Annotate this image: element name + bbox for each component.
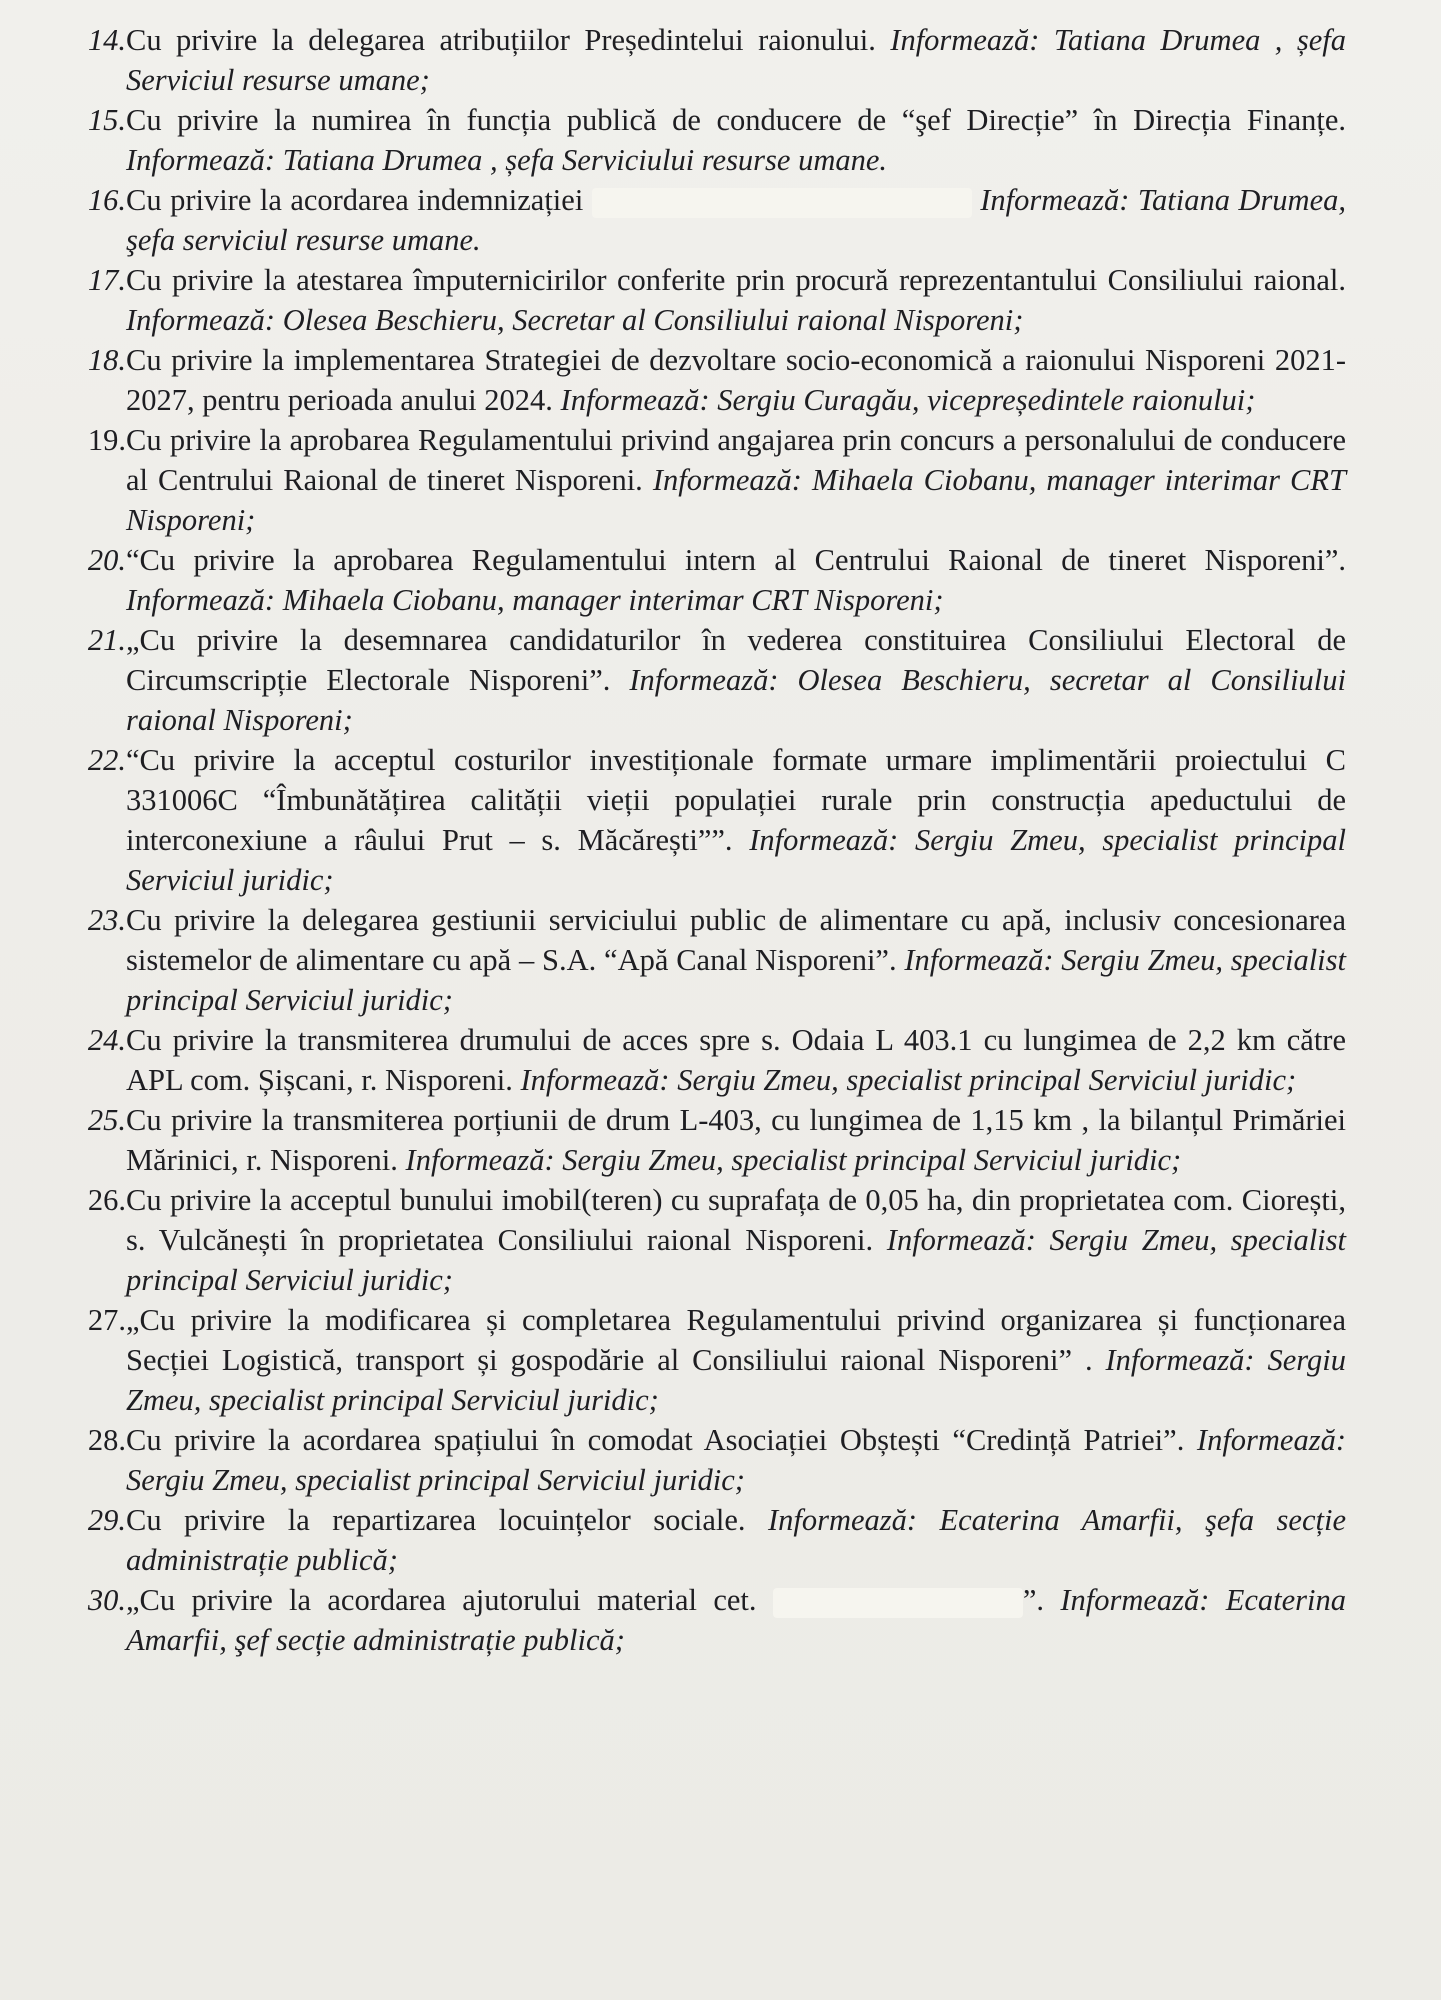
item-number: 17.: [87, 263, 126, 297]
agenda-item-15: [66, 100, 1346, 180]
item-text: Cu privire la acordarea indemnizației: [126, 183, 592, 217]
item-informant: Informează: Mihaela Ciobanu, manager interimar CRT Nisporeni;: [126, 463, 1346, 537]
agenda-item-14: [66, 20, 1346, 100]
item-text-closing: ”.: [1022, 1583, 1061, 1617]
item-text: Cu privire la numirea în funcția publică de conducere de “şef Direcție” în Direcția Finanțe.: [126, 103, 1346, 137]
item-informant: Informează: Mihaela Ciobanu, manager interimar CRT Nisporeni;: [126, 583, 944, 617]
item-informant: Informează: Sergiu Zmeu, specialist principal Serviciul juridic;: [126, 1223, 1346, 1297]
item-number: 29.: [87, 1503, 126, 1537]
item-informant: Informează: Sergiu Zmeu, specialist principal Serviciul juridic;: [405, 1143, 1182, 1177]
agenda-item-23: [66, 900, 1346, 1020]
item-text: Cu privire la transmiterea drumului de acces spre s. Odaia L 403.1 cu lungimea de 2,2 km către APL com. Șișcani, r. Nisporeni.: [126, 1023, 1346, 1097]
item-text: Cu privire la atestarea împuternicirilor conferite prin procură reprezentantului Consiliului raional.: [126, 263, 1346, 297]
item-number: 22.: [87, 743, 126, 777]
agenda-item-26: [66, 1180, 1346, 1300]
item-number: 19.: [87, 423, 126, 457]
item-text: Cu privire la transmiterea porțiunii de drum L-403, cu lungimea de 1,15 km , la bilanțul Primăriei Mărinici, r. Nisporeni.: [126, 1103, 1346, 1177]
item-number: 28.: [87, 1423, 126, 1457]
item-number: 30.: [87, 1583, 126, 1617]
agenda-item-24: [66, 1020, 1346, 1100]
item-number: 25.: [87, 1103, 126, 1137]
item-informant: Informează: Ecaterina Amarfii, şef secție administrație publică;: [126, 1583, 1346, 1657]
item-informant: Informează: Olesea Beschieru, Secretar al Consiliului raional Nisporeni;: [126, 303, 1024, 337]
agenda-item-17: [66, 260, 1346, 340]
item-informant: Informează: Sergiu Zmeu, specialist principal Serviciul juridic;: [520, 1063, 1297, 1097]
item-text: Cu privire la acceptul bunului imobil(teren) cu suprafața de 0,05 ha, din proprietatea com. Ciorești, s. Vulcănești în proprietatea Consiliului raional Nisporeni.: [126, 1183, 1346, 1257]
item-text: „Cu privire la modificarea și completarea Regulamentului privind organizarea și funcționarea Secției Logistică, transport și gospodărie al Consiliului raional Nisporeni” .: [126, 1303, 1346, 1377]
agenda-item-29: [66, 1500, 1346, 1580]
item-number: 18.: [87, 343, 126, 377]
agenda-item-20: [66, 540, 1346, 620]
item-number: 26.: [87, 1183, 126, 1217]
agenda-list: [66, 20, 1346, 1660]
agenda-item-22: [66, 740, 1346, 900]
item-number: 16.: [87, 183, 126, 217]
item-number: 15.: [87, 103, 126, 137]
agenda-item-19: [66, 420, 1346, 540]
item-number: 24.: [87, 1023, 126, 1057]
agenda-item-25: [66, 1100, 1346, 1180]
item-number: 23.: [87, 903, 126, 937]
item-number: 27.: [87, 1303, 126, 1337]
agenda-item-28: [66, 1420, 1346, 1500]
item-text: “Cu privire la aprobarea Regulamentului intern al Centrului Raional de tineret Nisporeni”.: [126, 543, 1346, 577]
item-informant: Informează: Sergiu Curagău, vicepreședintele raionului;: [560, 383, 1256, 417]
agenda-item-30: [66, 1580, 1346, 1660]
item-informant: Informează: Sergiu Zmeu, specialist principal Serviciul juridic;: [126, 823, 1346, 897]
redacted-area: [592, 188, 972, 218]
item-informant: Informează: Tatiana Drumea , șefa Serviciul resurse umane;: [126, 23, 1347, 97]
agenda-item-21: [66, 620, 1346, 740]
item-informant: Informează: Ecaterina Amarfii, şefa secție administrație publică;: [126, 1503, 1346, 1577]
item-number: 21.: [87, 623, 126, 657]
agenda-item-16: [66, 180, 1346, 260]
item-text: Cu privire la aprobarea Regulamentului privind angajarea prin concurs a personalului de conducere al Centrului Raional de tineret Nisporeni.: [126, 423, 1346, 497]
agenda-item-18: [66, 340, 1346, 420]
item-text: „Cu privire la desemnarea candidaturilor în vederea constituirea Consiliului Electoral de Circumscripție Electorale Nisporeni”.: [126, 623, 1346, 697]
item-text: “Cu privire la acceptul costurilor investiționale formate urmare implimentării proiectului C 331006C “Îmbunătățirea calității vieții populației rurale prin construcția apeductului de interconexiune a râului Prut – s. Măcărești””.: [126, 743, 1346, 857]
item-text: Cu privire la acordarea spațiului în comodat Asociației Obștești “Credință Patriei”.: [126, 1423, 1197, 1457]
item-text: Cu privire la delegarea atribuțiilor Președintelui raionului.: [126, 23, 891, 57]
agenda-item-27: [66, 1300, 1346, 1420]
redacted-area: [773, 1588, 1023, 1618]
item-text: „Cu privire la acordarea ajutorului material cet.: [126, 1583, 773, 1617]
item-informant: Informează: Sergiu Zmeu, specialist principal Serviciul juridic;: [126, 1423, 1346, 1497]
item-text: Cu privire la delegarea gestiunii serviciului public de alimentare cu apă, inclusiv concesionarea sistemelor de alimentare cu apă – S.A. “Apă Canal Nisporeni”.: [126, 903, 1346, 977]
item-text: Cu privire la repartizarea locuințelor sociale.: [126, 1503, 768, 1537]
item-informant: Informează: Sergiu Zmeu, specialist principal Serviciul juridic;: [126, 1343, 1346, 1417]
item-number: 14.: [87, 23, 126, 57]
item-number: 20.: [87, 543, 126, 577]
item-informant: Informează: Tatiana Drumea , șefa Serviciului resurse umane.: [126, 143, 888, 177]
item-informant: Informează: Tatiana Drumea, şefa serviciul resurse umane.: [126, 183, 1346, 257]
item-informant: Informează: Sergiu Zmeu, specialist principal Serviciul juridic;: [126, 943, 1346, 1017]
item-informant: Informează: Olesea Beschieru, secretar al Consiliului raional Nisporeni;: [126, 663, 1346, 737]
item-text: Cu privire la implementarea Strategiei de dezvoltare socio-economică a raionului Nisporeni 2021-2027, pentru perioada anului 2024.: [126, 343, 1346, 417]
